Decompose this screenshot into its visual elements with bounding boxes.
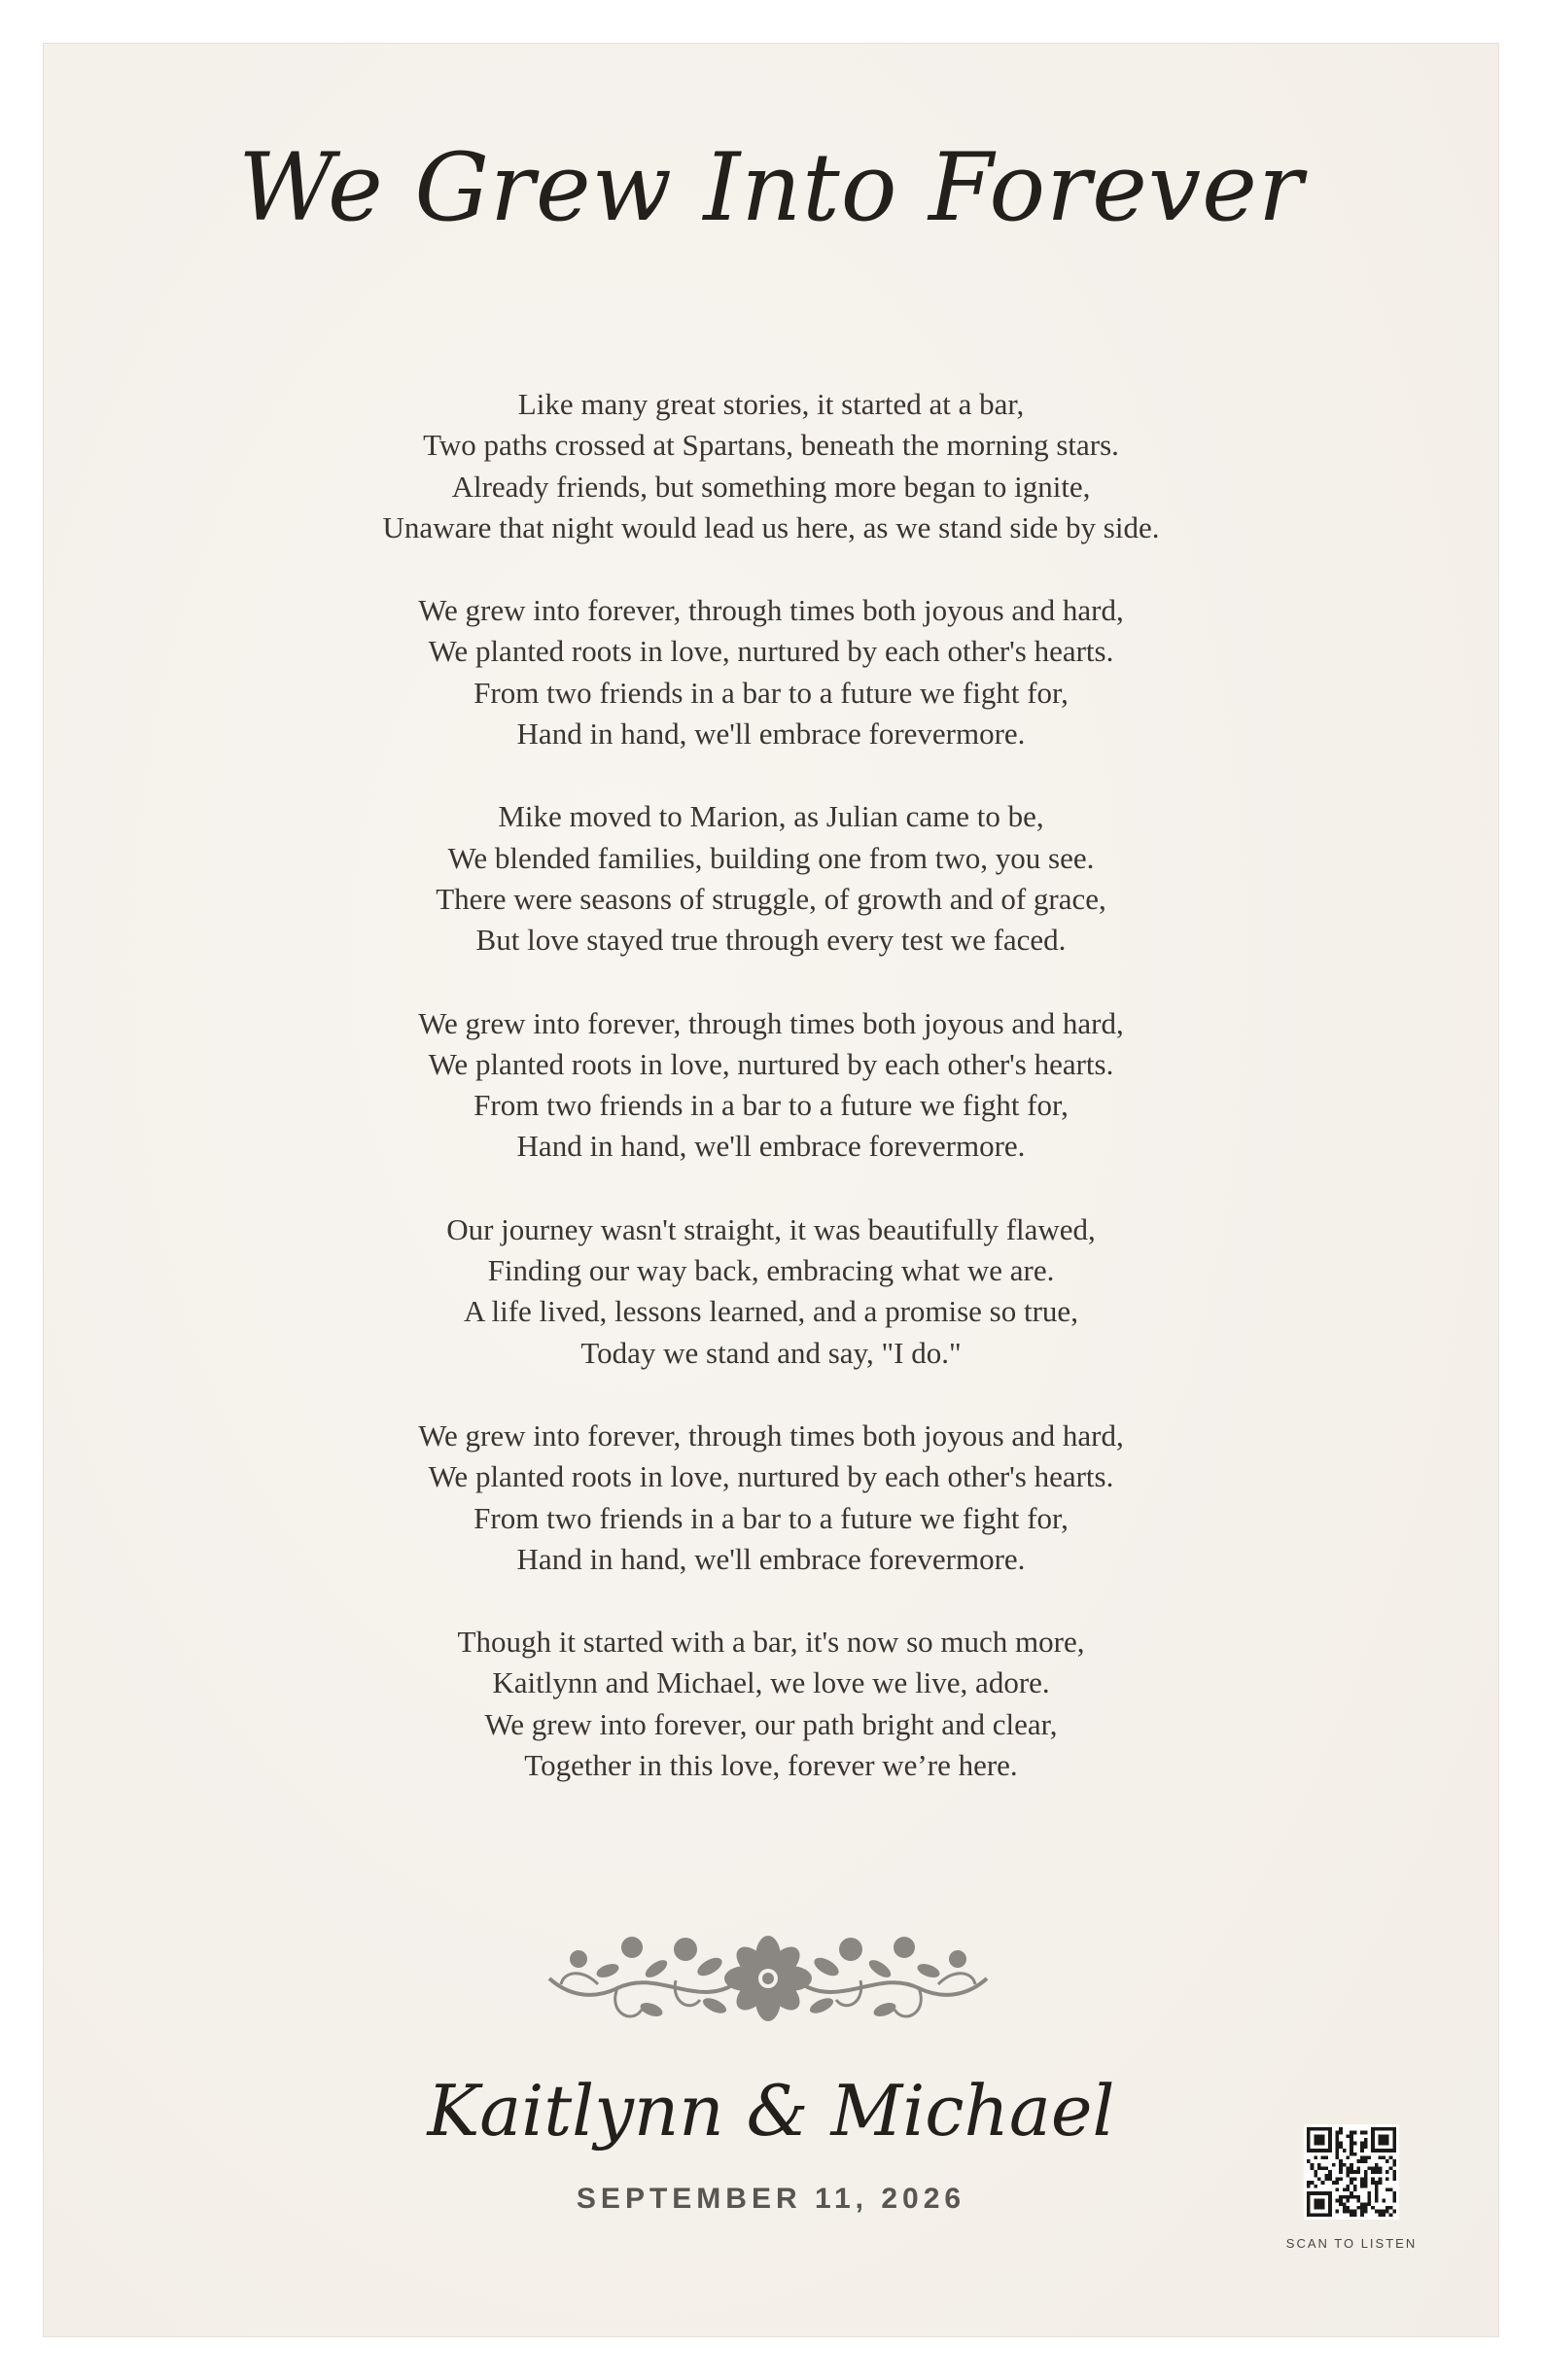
poem-line: Finding our way back, embracing what we are. (487, 1253, 1055, 1288)
stanza (44, 796, 1498, 961)
poem-line: Hand in hand, we'll embrace forevermore. (516, 1541, 1026, 1576)
poem-sheet (43, 43, 1499, 2337)
poem-line: From two friends in a bar to a future we fight for, (473, 675, 1069, 710)
poem-line: Already friends, but something more began to ignite, (451, 469, 1091, 504)
poem-line: We planted roots in love, nurtured by each other's hearts. (428, 1459, 1114, 1494)
stanza (44, 590, 1498, 754)
qr-code-icon[interactable] (1304, 2124, 1399, 2220)
poem-line: Hand in hand, we'll embrace forevermore. (516, 1129, 1026, 1164)
poem-line: Unaware that night would lead us here, as we stand side by side. (382, 509, 1160, 544)
wedding-date: SEPTEMBER 11, 2026 (576, 2183, 966, 2215)
stanza (44, 1003, 1498, 1168)
poem-line: Together in this love, forever we’re here. (524, 1748, 1018, 1783)
stanza (44, 1622, 1498, 1786)
poem-line: But love stayed true through every test we faced. (475, 923, 1067, 958)
poem-line: From two friends in a bar to a future we fight for, (473, 1500, 1069, 1535)
poem-line: From two friends in a bar to a future we fight for, (473, 1088, 1069, 1123)
center-flower-icon (724, 1936, 812, 2021)
poem-line: We blended families, building one from two, you see. (447, 840, 1095, 875)
poem-line: Our journey wasn't straight, it was beautifully flawed, (446, 1211, 1096, 1246)
floral-divider-icon (540, 1920, 997, 2027)
poem-line: Two paths crossed at Spartans, beneath the morning stars. (423, 428, 1119, 463)
qr-label: SCAN TO LISTEN (1285, 2236, 1418, 2251)
stanza (44, 1416, 1498, 1580)
poem-line: A life lived, lessons learned, and a promise so true, (464, 1294, 1078, 1329)
poem-line: We grew into forever, through times both joyous and hard, (418, 1005, 1124, 1040)
couple-names: Kaitlynn & Michael (427, 2070, 1115, 2152)
poem-line: We grew into forever, through times both joyous and hard, (418, 593, 1124, 628)
poem-line: Hand in hand, we'll embrace forevermore. (516, 717, 1026, 752)
poem-line: Kaitlynn and Michael, we love we live, adore. (492, 1665, 1050, 1700)
poem-title: We Grew Into Forever (238, 133, 1304, 242)
poem-body (44, 384, 1498, 1828)
poem-line: We planted roots in love, nurtured by each other's hearts. (428, 1046, 1114, 1081)
poem-line: Mike moved to Marion, as Julian came to be, (498, 799, 1044, 834)
poem-line: We grew into forever, through times both joyous and hard, (418, 1418, 1124, 1452)
poem-line: Like many great stories, it started at a bar, (517, 387, 1025, 421)
poem-line: Today we stand and say, "I do." (580, 1335, 962, 1370)
poem-line: We grew into forever, our path bright and clear, (484, 1706, 1058, 1741)
stanza (44, 384, 1498, 548)
stanza (44, 1209, 1498, 1374)
poem-line: Though it started with a bar, it's now so much more, (457, 1625, 1085, 1660)
poem-line: We planted roots in love, nurtured by each other's hearts. (428, 634, 1114, 669)
poem-line: There were seasons of struggle, of growth and of grace, (436, 881, 1106, 916)
